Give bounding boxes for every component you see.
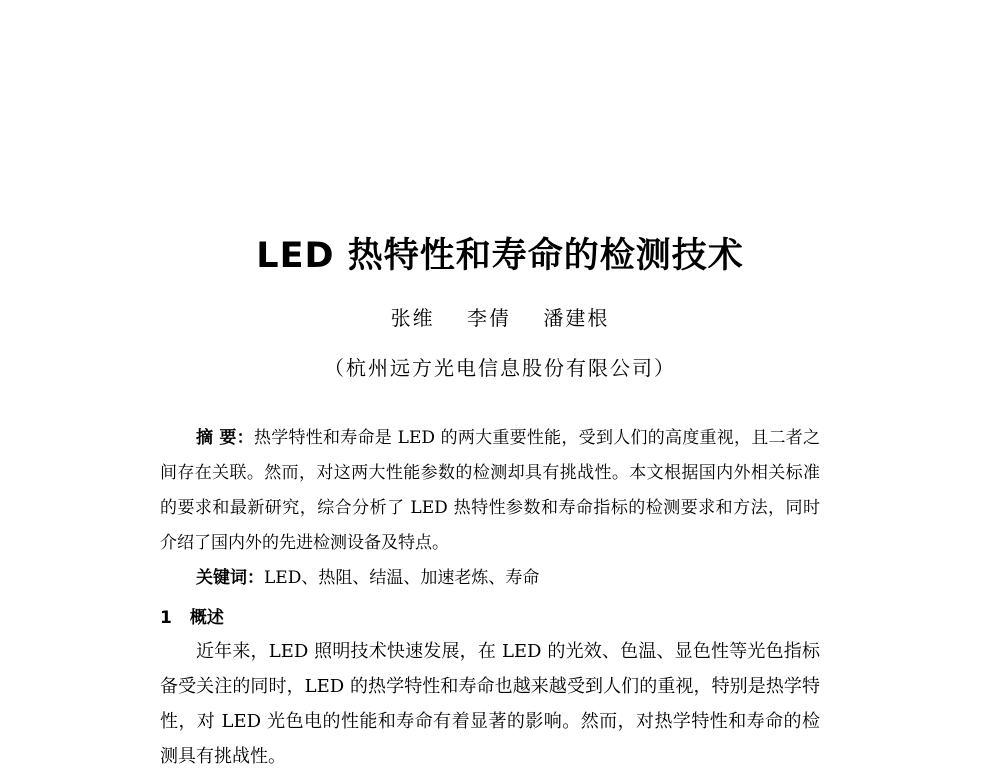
keywords	[160, 561, 820, 596]
author-list	[0, 302, 1000, 331]
abstract-label: 摘 要：	[196, 428, 254, 448]
abstract-text: 热学特性和寿命是 LED 的两大重要性能，受到人们的高度重视，且二者之间存在关联。然而，对这两大性能参数的检测却具有挑战性。本文根据国内外相关标准的要求和最新研究，综合分析了 LED 热特性参数和寿命指标的检测要求和方法，同时介绍了国内外的先进检测设备及特点。	[160, 428, 821, 553]
author-name: 潘建根	[543, 306, 610, 330]
affiliation: （杭州远方光电信息股份有限公司）	[324, 356, 676, 380]
abstract	[160, 421, 820, 561]
author-name: 李倩	[467, 306, 511, 330]
keywords-text: LED、热阻、结温、加速老炼、寿命	[264, 568, 540, 588]
section-body: 近年来，LED 照明技术快速发展，在 LED 的光效、色温、显色性等光色指标备受关注的同时，LED 的热学特性和寿命也越来越受到人们的重视，特别是热学特性，对 LED 光色电的性能和寿命有着显著的影响。然而，对热学特性和寿命的检测具有挑战性。	[160, 641, 820, 767]
section-heading	[160, 605, 224, 631]
paper-title: LED 热特性和寿命的检测技术	[256, 236, 744, 276]
keywords-label: 关键词：	[196, 568, 264, 588]
author-name: 张维	[390, 306, 435, 330]
section-number: 1	[160, 608, 172, 628]
section-title: 概述	[189, 608, 224, 628]
